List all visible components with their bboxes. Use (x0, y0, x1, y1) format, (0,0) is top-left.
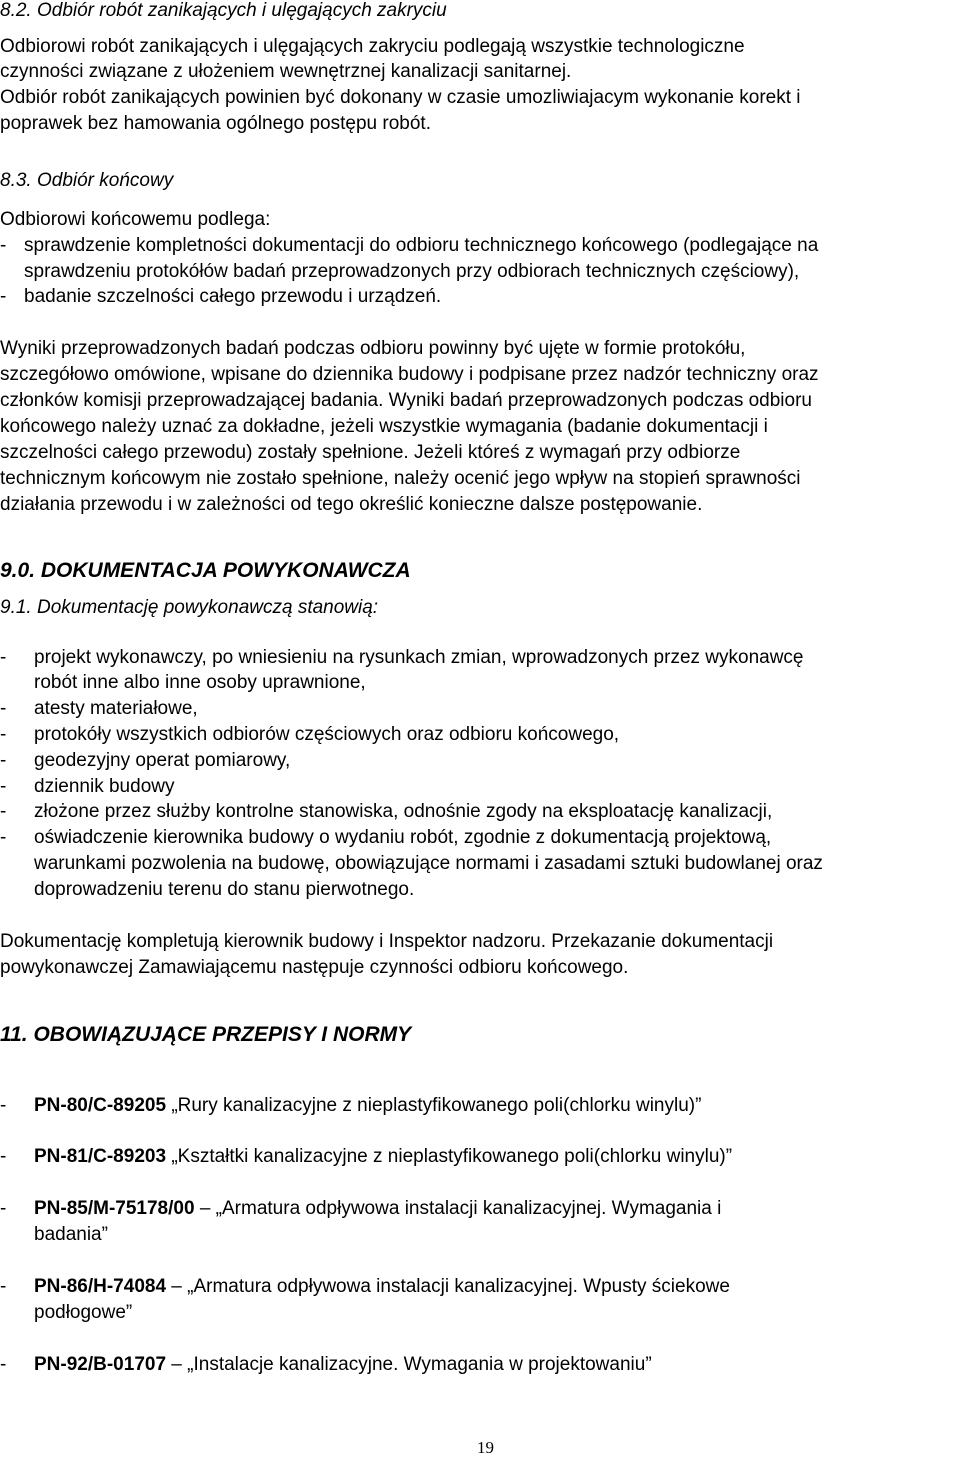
norm-separator: – (166, 1354, 188, 1375)
list-item-text: doprowadzeniu terenu do stanu pierwotnego. (34, 879, 415, 900)
list-dash: - (0, 750, 7, 771)
list-item-text: warunkami pozwolenia na budowę, obowiązujące normami i zasadami sztuki budowlanej oraz (34, 853, 823, 874)
norm-title-continued: badania” (34, 1224, 108, 1245)
list-dash: - (0, 1146, 7, 1167)
list-dash: - (0, 776, 7, 797)
norm-code: PN-86/H-74084 (34, 1276, 167, 1297)
section-8-3-para-line-6: technicznym końcowym nie zostało spełnione, należy ocenić jego wpływ na stopień sprawności (0, 468, 801, 489)
list-item-text: projekt wykonawczy, po wniesieniu na rysunkach zmian, wprowadzonych przez wykonawcę (34, 647, 804, 668)
list-item-text: dziennik budowy (34, 776, 175, 797)
list-item-text: geodezyjny operat pomiarowy, (34, 750, 291, 771)
section-8-2-line-3: Odbiór robót zanikających powinien być dokonany w czasie umozliwiajacym wykonanie korekt i (0, 87, 801, 108)
norm-code: PN-81/C-89203 (34, 1146, 167, 1167)
section-8-3-para-line-7: działania przewodu i w zależności od tego określić konieczne dalsze postępowanie. (0, 494, 703, 515)
list-item-text: sprawdzeniu protokółów badań przeprowadzonych przy odbiorach technicznych częściowy), (24, 261, 800, 282)
list-item-text: atesty materiałowe, (34, 698, 198, 719)
section-9-para-line-2: powykonawczej Zamawiającemu następuje czynności odbioru końcowego. (0, 957, 629, 978)
list-item-text: badanie szczelności całego przewodu i urządzeń. (24, 286, 442, 307)
section-8-3-para-line-4: końcowego należy uznać za dokładne, jeżeli wszystkie wymagania (badanie dokumentacji i (0, 416, 768, 437)
norm-title: „Instalacje kanalizacyjne. Wymagania w projektowaniu” (187, 1354, 652, 1375)
norm-title: „Kształtki kanalizacyjne z nieplastyfikowanego poli(chlorku winylu)” (171, 1146, 733, 1167)
section-8-2-heading: 8.2. Odbiór robót zanikających i ulęgających zakryciu (0, 0, 447, 21)
section-8-3-intro: Odbiorowi końcowemu podlega: (0, 209, 271, 230)
section-8-3-para-line-3: członków komisji przeprowadzającej badania. Wyniki badań przeprowadzonych podczas odbioru (0, 390, 812, 411)
list-dash: - (0, 1276, 7, 1297)
section-8-3-para-line-1: Wyniki przeprowadzonych badań podczas odbioru powinny być ujęte w formie protokółu, (0, 338, 746, 359)
list-item-text: złożone przez służby kontrolne stanowiska, odnośnie zgody na eksploatację kanalizacji, (34, 801, 773, 822)
section-9-para-line-1: Dokumentację kompletują kierownik budowy i Inspektor nadzoru. Przekazanie dokumentacji (0, 931, 774, 952)
list-dash: - (0, 801, 7, 822)
section-9-1-heading: 9.1. Dokumentację powykonawczą stanowią: (0, 597, 379, 618)
section-8-2-line-4: poprawek bez hamowania ogólnego postępu robót. (0, 113, 431, 134)
section-8-2-line-2: czynności związane z ułożeniem wewnętrznej kanalizacji sanitarnej. (0, 61, 572, 82)
list-item-text: robót inne albo inne osoby uprawnione, (34, 672, 366, 693)
list-item-text: sprawdzenie kompletności dokumentacji do odbioru technicznego końcowego (podlegające na (24, 235, 819, 256)
section-8-2-line-1: Odbiorowi robót zanikających i ulęgających zakryciu podlegają wszystkie technologiczne (0, 36, 745, 57)
list-dash: - (0, 1198, 7, 1219)
norm-title: „Armatura odpływowa instalacji kanalizacyjnej. Wpusty ściekowe (187, 1276, 730, 1297)
norm-code: PN-92/B-01707 (34, 1354, 167, 1375)
norm-code: PN-80/C-89205 (34, 1095, 167, 1116)
list-item-text: oświadczenie kierownika budowy o wydaniu robót, zgodnie z dokumentacją projektową, (34, 827, 772, 848)
list-dash: - (0, 647, 7, 668)
list-dash: - (0, 698, 7, 719)
section-9-heading: 9.0. DOKUMENTACJA POWYKONAWCZA (0, 559, 411, 582)
norm-separator: – (166, 1276, 188, 1297)
list-dash: - (0, 827, 7, 848)
norm-title: „Armatura odpływowa instalacji kanalizacyjnej. Wymagania i (215, 1198, 722, 1219)
norm-separator: – (194, 1198, 216, 1219)
norm-code: PN-85/M-75178/00 (34, 1198, 195, 1219)
list-dash: - (0, 286, 7, 307)
list-dash: - (0, 1354, 7, 1375)
list-item-text: protokóły wszystkich odbiorów częściowych oraz odbioru końcowego, (34, 724, 620, 745)
section-11-heading: 11. OBOWIĄZUJĄCE PRZEPISY I NORMY (0, 1023, 412, 1046)
list-dash: - (0, 235, 7, 256)
section-8-3-para-line-2: szczegółowo omówione, wpisane do dziennika budowy i podpisane przez nadzór techniczny oraz (0, 364, 819, 385)
norm-title-continued: podłogowe” (34, 1302, 133, 1323)
list-dash: - (0, 724, 7, 745)
section-8-3-heading: 8.3. Odbiór końcowy (0, 170, 174, 191)
list-dash: - (0, 1095, 7, 1116)
page-number: 19 (477, 1438, 494, 1457)
norm-title: „Rury kanalizacyjne z nieplastyfikowanego poli(chlorku winylu)” (171, 1095, 702, 1116)
section-8-3-para-line-5: szczelności całego przewodu) zostały spełnione. Jeżeli któreś z wymagań przy odbiorze (0, 442, 741, 463)
